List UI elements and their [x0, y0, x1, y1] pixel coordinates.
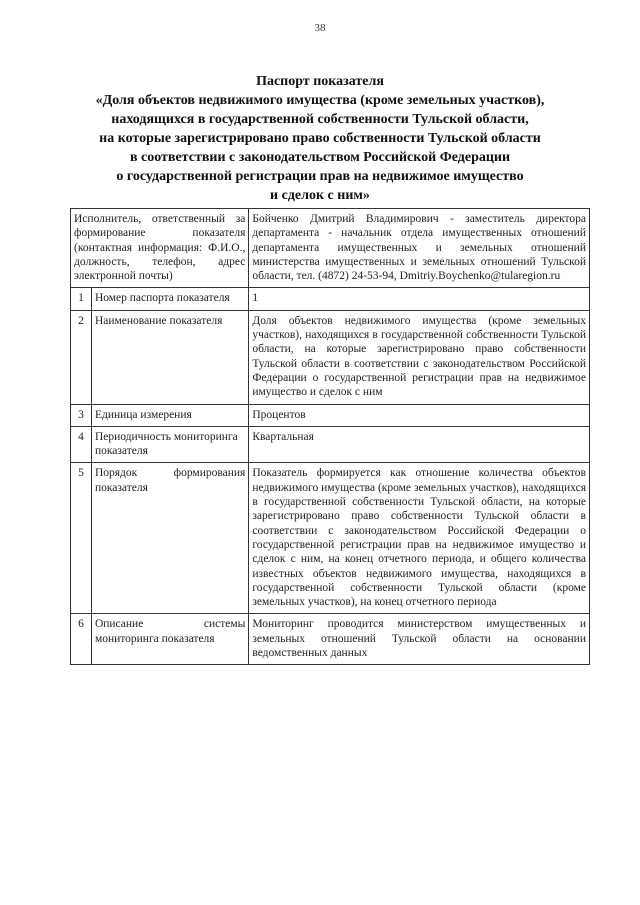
page-number: 38	[314, 22, 326, 34]
row-label: Периодичность мониторинга показателя	[91, 426, 248, 463]
title-line: Паспорт показателя	[256, 74, 384, 89]
row-number: 6	[71, 614, 92, 665]
row-label: Порядок формирования показателя	[91, 463, 248, 614]
row-value: Квартальная	[249, 426, 590, 463]
row-number: 3	[71, 404, 92, 426]
title-line: и сделок с ним»	[270, 188, 370, 203]
executor-value: Бойченко Дмитрий Владимирович - заместитель директора департамента - начальник отдела имущественных отношений департамента имущественных и земельных отношений министерства имущественных и земельных отношений Тульской области, тел. (4872) 24-53-94, Dmitriy.Boychenko@tularegion.ru	[249, 209, 590, 288]
row-value: Доля объектов недвижимого имущества (кроме земельных участков), находящихся в государственной собственности Тульской области, на которые зарегистрировано право собственности Тульской области в соответствии с законодательством Российской Федерации о государственной регистрации прав на недвижимое имущество и сделок с ним	[249, 310, 590, 404]
table-row	[71, 209, 590, 288]
table-row	[71, 426, 590, 463]
document-title	[60, 72, 580, 205]
row-number: 4	[71, 426, 92, 463]
executor-label: Исполнитель, ответственный за формирование показателя (контактная информация: Ф.И.О., должность, телефон, адрес электронной почты)	[71, 209, 249, 288]
table-row	[71, 614, 590, 665]
row-label: Описание системы мониторинга показателя	[91, 614, 248, 665]
title-line: в соответствии с законодательством Российской Федерации	[129, 150, 511, 165]
row-value: Показатель формируется как отношение количества объектов недвижимого имущества (кроме земельных участков), находящихся в государственной собственности Тульской области, на которые зарегистрировано право собственности Тульской области в соответствии с законодательством Российской Федерации о государственной регистрации прав на недвижимое имущество и сделок с ним, на конец отчетного периода, и общего количества известных объектов недвижимого имущества, находящихся в государственной собственности Тульской области (кроме земельных участков), на конец отчетного периода	[249, 463, 590, 614]
title-line: о государственной регистрации прав на недвижимое имущество	[116, 169, 524, 184]
table-row	[71, 310, 590, 404]
row-label: Единица измерения	[91, 404, 248, 426]
table-row	[71, 288, 590, 310]
row-value: Процентов	[249, 404, 590, 426]
row-number: 1	[71, 288, 92, 310]
passport-table	[70, 208, 590, 665]
row-value: 1	[249, 288, 590, 310]
title-line: на которые зарегистрировано право собственности Тульской области	[99, 131, 541, 146]
row-label: Номер паспорта показателя	[91, 288, 248, 310]
table-row	[71, 404, 590, 426]
title-line: «Доля объектов недвижимого имущества (кроме земельных участков),	[95, 93, 545, 108]
row-label: Наименование показателя	[91, 310, 248, 404]
table-row	[71, 463, 590, 614]
title-line: находящихся в государственной собственности Тульской области,	[111, 112, 529, 127]
row-number: 5	[71, 463, 92, 614]
row-value: Мониторинг проводится министерством имущественных и земельных отношений Тульской области на основании ведомственных данных	[249, 614, 590, 665]
row-number: 2	[71, 310, 92, 404]
